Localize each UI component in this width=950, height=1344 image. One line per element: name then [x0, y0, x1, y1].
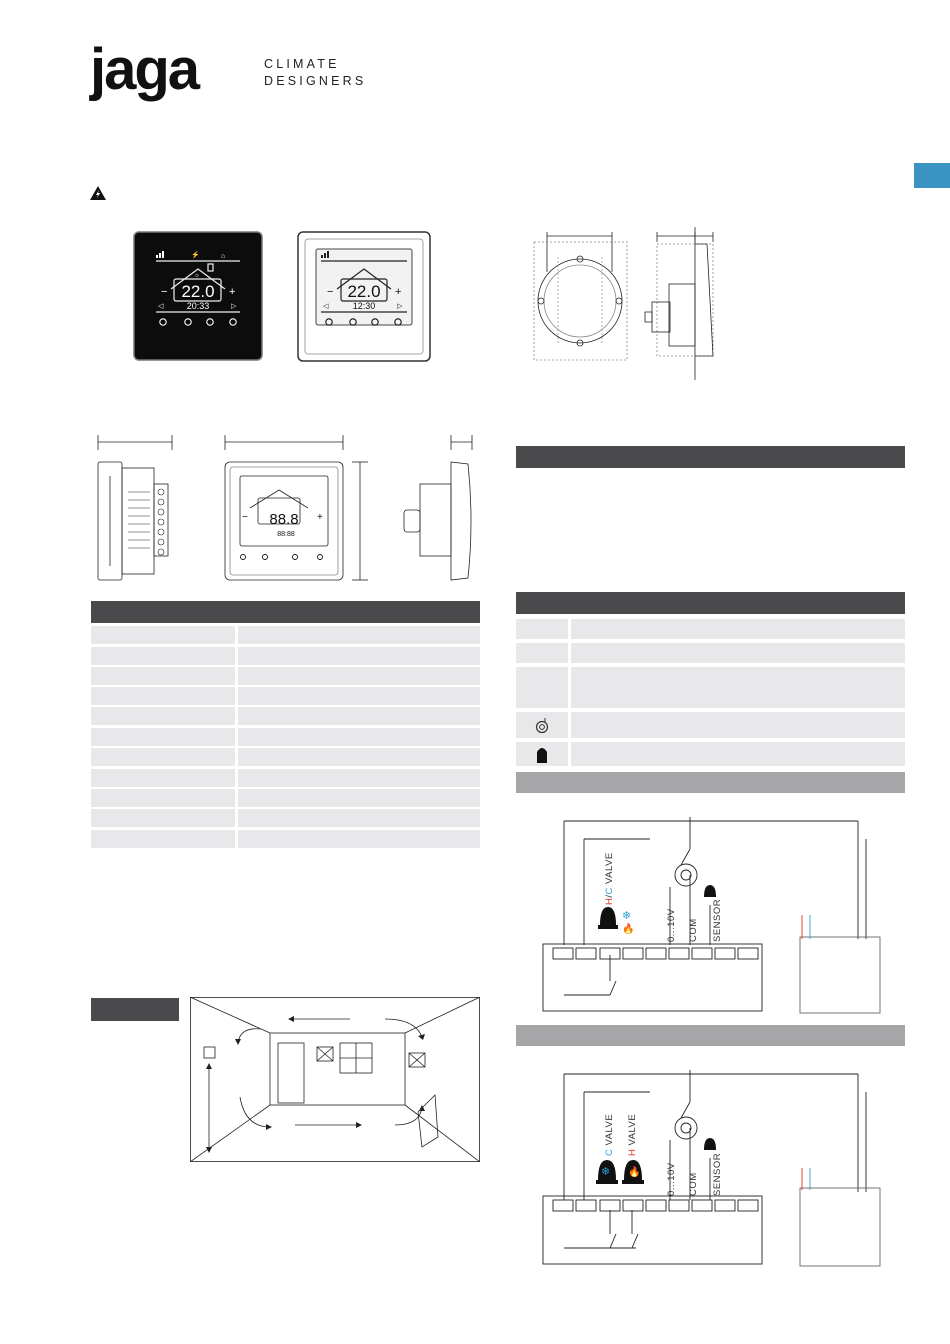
signal-0-10v-label: 0...10V [666, 908, 677, 942]
hc-valve-h-letter: H [604, 897, 615, 905]
h-valve-label: VALVE [627, 1113, 638, 1149]
black-plus-button[interactable]: + [229, 286, 236, 298]
svg-text:❄: ❄ [622, 910, 632, 922]
warning-triangle-icon [90, 186, 106, 200]
section-header-bar-2 [516, 592, 905, 614]
sensor-probe-icon [516, 742, 568, 766]
svg-text:▷: ▷ [231, 303, 237, 310]
black-time-readout: 20:33 [186, 301, 210, 311]
white-plus-button[interactable]: + [395, 286, 402, 298]
thermostat-dimension-drawings [90, 432, 485, 584]
wiring-diagram-2 [540, 1068, 890, 1273]
svg-text:◁: ◁ [323, 303, 329, 310]
hc-valve-separator: / [604, 894, 615, 898]
svg-text:🔥: 🔥 [628, 1167, 641, 1178]
wiring-diagram-2-header [516, 1025, 905, 1046]
c-valve-label: VALVE [604, 1113, 615, 1149]
dimension-plus: + [317, 512, 323, 523]
section-tab-marker[interactable] [914, 163, 950, 188]
white-temperature-readout: 22.0 [347, 282, 381, 301]
com-label-2: COM [688, 1172, 699, 1196]
placement-section-label [91, 998, 179, 1021]
svg-text:❄: ❄ [601, 1166, 611, 1178]
wiring-diagram-1 [540, 815, 890, 1015]
svg-text:⌂: ⌂ [221, 253, 226, 260]
tagline-line-2: DESIGNERS [264, 74, 367, 88]
mounting-box-diagram [527, 222, 727, 382]
hc-valve-c-letter: C [604, 887, 615, 895]
hc-valve-label: VALVE [604, 852, 615, 888]
svg-text:◁: ◁ [158, 303, 164, 310]
white-time-readout: 12:30 [352, 301, 376, 311]
tagline-line-1: CLIMATE [264, 57, 340, 71]
svg-text:▷: ▷ [397, 303, 403, 310]
dimension-temperature-readout: 88.8 [269, 511, 299, 528]
h-valve-letter: H [627, 1148, 638, 1156]
black-temperature-readout: 22.0 [181, 282, 215, 301]
thermostat-black-image [133, 231, 263, 361]
svg-text:H/C VALVE [604, 852, 615, 905]
section-header-bar-1 [516, 446, 905, 468]
svg-text:☼: ☼ [194, 273, 200, 279]
svg-text:C VALVE [604, 1114, 615, 1156]
black-minus-button[interactable]: − [161, 286, 168, 298]
signal-0-10v-label-2: 0...10V [666, 1162, 677, 1196]
white-minus-button[interactable]: − [327, 286, 334, 298]
svg-text:🔥: 🔥 [622, 924, 635, 935]
sensor-label-2: SENSOR [712, 1152, 723, 1196]
spec-table-header [91, 601, 480, 623]
wiring-diagram-1-header [516, 772, 905, 793]
room-placement-diagram [190, 997, 480, 1162]
sensor-label: SENSOR [712, 898, 723, 942]
com-label: COM [688, 918, 699, 942]
thermostat-white-image [297, 231, 431, 362]
svg-text:⚡: ⚡ [191, 252, 200, 259]
svg-text:H VALVE [627, 1114, 638, 1156]
dimension-minus: − [242, 512, 248, 523]
jaga-logo: jaga [90, 37, 199, 102]
c-valve-letter: C [604, 1148, 615, 1156]
dimension-time-readout: 88:88 [277, 531, 295, 538]
brand-tagline [264, 56, 366, 90]
valve-connector-icon [516, 712, 568, 738]
